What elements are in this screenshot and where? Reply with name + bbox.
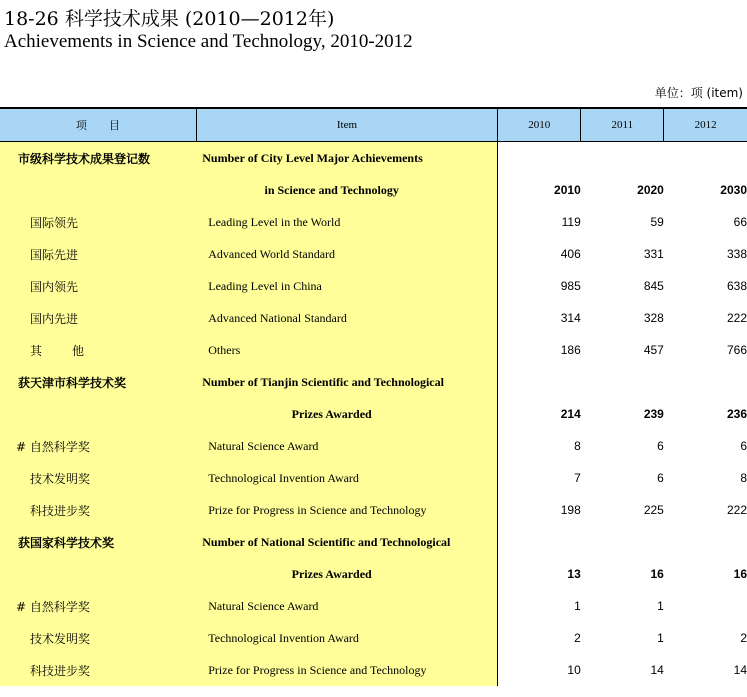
value-2012: 14 xyxy=(733,663,747,677)
value-2010: 2010 xyxy=(554,183,581,197)
row-label-cn xyxy=(0,174,196,206)
table-row xyxy=(0,334,747,366)
value-2011: 225 xyxy=(643,503,664,517)
row-label-cn: 科技进步奖 xyxy=(0,654,196,686)
value-2012 xyxy=(664,590,747,622)
value-2010: 985 xyxy=(560,279,581,293)
value-2010: 214 xyxy=(560,407,581,421)
table-row xyxy=(0,590,747,622)
table-row xyxy=(0,302,747,334)
row-label-cn xyxy=(0,398,196,430)
row-label-en: Natural Science Award xyxy=(196,430,497,462)
value-2012: 222 xyxy=(726,311,747,325)
value-2012: 2 xyxy=(740,631,747,645)
value-2011: 1 xyxy=(657,599,664,613)
value-2011: 16 xyxy=(650,567,664,581)
header-row xyxy=(0,109,747,142)
row-label-en: Technological Invention Award xyxy=(196,622,497,654)
value-2010: 2 xyxy=(574,631,581,645)
value-2010 xyxy=(498,526,581,558)
table-row xyxy=(0,558,747,590)
row-label-en: Advanced World Standard xyxy=(196,238,497,270)
row-label-en: Prize for Progress in Science and Technology xyxy=(196,494,497,526)
row-label-en: in Science and Technology xyxy=(196,174,497,206)
value-2010: 8 xyxy=(574,439,581,453)
table-row xyxy=(0,366,747,398)
value-2010: 406 xyxy=(560,247,581,261)
value-2012: 338 xyxy=(726,247,747,261)
row-label-en: Prizes Awarded xyxy=(196,398,497,430)
row-label-en: Prizes Awarded xyxy=(196,558,497,590)
title-chinese: 18-26 科学技术成果 (2010—2012年) xyxy=(4,8,335,30)
value-2011 xyxy=(581,366,664,398)
value-2012: 8 xyxy=(740,471,747,485)
row-label-cn: 国际领先 xyxy=(0,206,196,238)
value-2010: 10 xyxy=(567,663,581,677)
row-label-en: Leading Level in China xyxy=(196,270,497,302)
unit-label: 单位：项 (item) xyxy=(654,86,743,100)
table-row xyxy=(0,238,747,270)
value-2011: 239 xyxy=(643,407,664,421)
row-label-cn: # 自然科学奖 xyxy=(0,430,196,462)
row-label-cn: 获国家科学技术奖 xyxy=(0,526,196,558)
value-2011: 59 xyxy=(650,215,664,229)
value-2012 xyxy=(664,142,747,175)
row-label-cn: 国内先进 xyxy=(0,302,196,334)
value-2010: 13 xyxy=(567,567,581,581)
row-label-cn: 国际先进 xyxy=(0,238,196,270)
value-2010: 198 xyxy=(560,503,581,517)
value-2012: 66 xyxy=(733,215,747,229)
row-label-en: Natural Science Award xyxy=(196,590,497,622)
row-label-cn: 技术发明奖 xyxy=(0,622,196,654)
value-2010: 186 xyxy=(560,343,581,357)
value-2012 xyxy=(664,366,747,398)
row-label-cn: 技术发明奖 xyxy=(0,462,196,494)
value-2012: 638 xyxy=(726,279,747,293)
row-label-cn: 其他 xyxy=(0,334,196,366)
achievements-table xyxy=(0,109,747,686)
row-label-cn: 国内领先 xyxy=(0,270,196,302)
table-row xyxy=(0,142,747,175)
row-label-en: Number of City Level Major Achievements xyxy=(196,142,497,175)
value-2011: 331 xyxy=(643,247,664,261)
value-2010: 314 xyxy=(560,311,581,325)
row-label-cn: # 自然科学奖 xyxy=(0,590,196,622)
table-row xyxy=(0,398,747,430)
header-item-en: Item xyxy=(196,109,497,142)
value-2011: 6 xyxy=(657,439,664,453)
value-2010: 1 xyxy=(574,599,581,613)
row-label-en: Prize for Progress in Science and Technology xyxy=(196,654,497,686)
row-label-en: Technological Invention Award xyxy=(196,462,497,494)
table-row xyxy=(0,174,747,206)
value-2010 xyxy=(498,142,581,175)
table-row xyxy=(0,622,747,654)
row-label-cn: 科技进步奖 xyxy=(0,494,196,526)
value-2011: 328 xyxy=(643,311,664,325)
table-row xyxy=(0,494,747,526)
row-label-en: Number of Tianjin Scientific and Technological xyxy=(196,366,497,398)
value-2012: 766 xyxy=(726,343,747,357)
value-2012: 2030 xyxy=(720,183,747,197)
value-2012: 236 xyxy=(726,407,747,421)
row-label-en: Advanced National Standard xyxy=(196,302,497,334)
table-row xyxy=(0,654,747,686)
row-label-cn xyxy=(0,558,196,590)
value-2010: 7 xyxy=(574,471,581,485)
value-2011: 1 xyxy=(657,631,664,645)
value-2012: 222 xyxy=(726,503,747,517)
title-english: Achievements in Science and Technology, 2010-2012 xyxy=(4,31,413,52)
value-2011: 2020 xyxy=(637,183,664,197)
value-2012: 16 xyxy=(733,567,747,581)
row-label-en: Others xyxy=(196,334,497,366)
value-2011: 457 xyxy=(643,343,664,357)
row-label-en: Leading Level in the World xyxy=(196,206,497,238)
table-row xyxy=(0,206,747,238)
table-row xyxy=(0,462,747,494)
table-row xyxy=(0,526,747,558)
row-label-cn: 市级科学技术成果登记数 xyxy=(0,142,196,175)
header-item-cn: 项 目 xyxy=(0,109,196,142)
value-2011: 14 xyxy=(650,663,664,677)
table-row xyxy=(0,430,747,462)
value-2010: 119 xyxy=(561,215,581,229)
row-label-en: Number of National Scientific and Technological xyxy=(196,526,497,558)
value-2011 xyxy=(581,526,664,558)
value-2011: 845 xyxy=(643,279,664,293)
value-2012: 6 xyxy=(740,439,747,453)
value-2010 xyxy=(498,366,581,398)
value-2011 xyxy=(581,142,664,175)
value-2011: 6 xyxy=(657,471,664,485)
value-2012 xyxy=(664,526,747,558)
table-row xyxy=(0,270,747,302)
header-year-2011: 2011 xyxy=(581,109,664,142)
header-year-2012: 2012 xyxy=(664,109,747,142)
row-label-cn: 获天津市科学技术奖 xyxy=(0,366,196,398)
header-year-2010: 2010 xyxy=(498,109,581,142)
